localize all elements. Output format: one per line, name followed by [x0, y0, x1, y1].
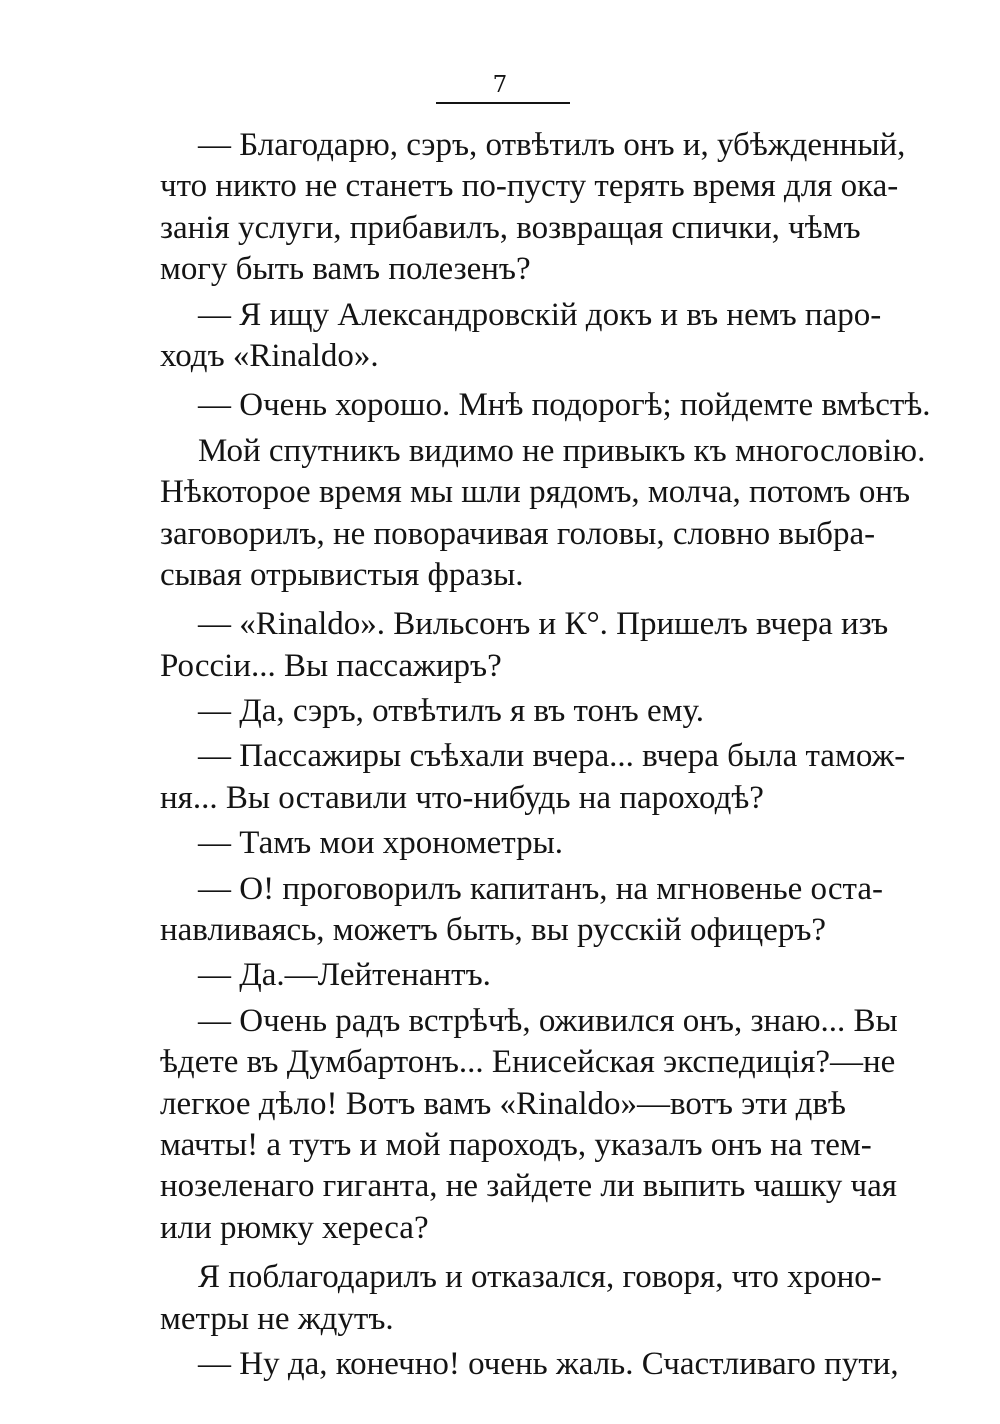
text-line: — О! проговорилъ капитанъ, на мгновенье оста-: [198, 870, 883, 907]
text-line: нозеленаго гиганта, не зайдете ли выпить чашку чая: [160, 1168, 897, 1205]
text-line: Я поблагодарилъ и отказался, говоря, что хроно-: [198, 1259, 882, 1296]
text-line: ѣдете въ Думбартонъ... Енисейская экспедиція?—не: [160, 1044, 896, 1081]
text-line: ходъ «Rinaldo».: [160, 337, 379, 374]
text-line: — Очень радъ встрѣчѣ, оживился онъ, знаю... Вы: [198, 1002, 898, 1039]
page-number: 7: [492, 72, 508, 98]
text-line: — «Rinaldo». Вильсонъ и К°. Пришелъ вчера изъ: [198, 606, 889, 643]
text-line: — Ну да, конечно! очень жаль. Счастливаго пути,: [198, 1345, 899, 1382]
text-line: занія услуги, прибавилъ, возвращая спички, чѣмъ: [160, 209, 861, 246]
text-line: что никто не станетъ по-пусту терять время для ока-: [160, 168, 899, 205]
text-line: Россіи... Вы пассажиръ?: [160, 647, 502, 684]
body-text: [160, 125, 931, 1385]
text-line: сывая отрывистыя фразы.: [160, 556, 524, 593]
text-line: метры не ждутъ.: [160, 1300, 394, 1337]
text-line: ня... Вы оставили что-нибудь на пароходѣ?: [160, 779, 764, 816]
text-line: — Да.—Лейтенантъ.: [198, 957, 491, 994]
text-line: навливаясь, можетъ быть, вы русскій офицеръ?: [160, 912, 827, 949]
text-line: — Я ищу Александровскій докъ и въ немъ паро-: [198, 296, 882, 333]
text-line: Нѣкоторое время мы шли рядомъ, молча, потомъ онъ: [160, 474, 911, 511]
text-line: — Тамъ мои хронометры.: [198, 825, 564, 862]
text-line: — Благодарю, сэръ, отвѣтилъ онъ и, убѣжденный,: [198, 127, 906, 163]
text-line: мачты! а тутъ и мой пароходъ, указалъ онъ на тем-: [160, 1126, 872, 1163]
text-line: легкое дѣло! Вотъ вамъ «Rinaldo»—вотъ эти двѣ: [160, 1085, 846, 1122]
text-line: — Пассажиры съѣхали вчера... вчера была тамож-: [198, 738, 906, 775]
text-line: заговорилъ, не поворачивая головы, словно выбра-: [160, 515, 876, 552]
text-line: или рюмку хереса?: [160, 1209, 429, 1246]
text-line: — Очень хорошо. Мнѣ подорогѣ; пойдемте вмѣстѣ.: [198, 387, 931, 424]
text-line: — Да, сэръ, отвѣтилъ я въ тонъ ему.: [198, 693, 704, 730]
page-number-rule: [436, 102, 570, 104]
text-line: Мой спутникъ видимо не привыкъ къ многословію.: [198, 432, 926, 469]
text-line: могу быть вамъ полезенъ?: [160, 251, 531, 288]
